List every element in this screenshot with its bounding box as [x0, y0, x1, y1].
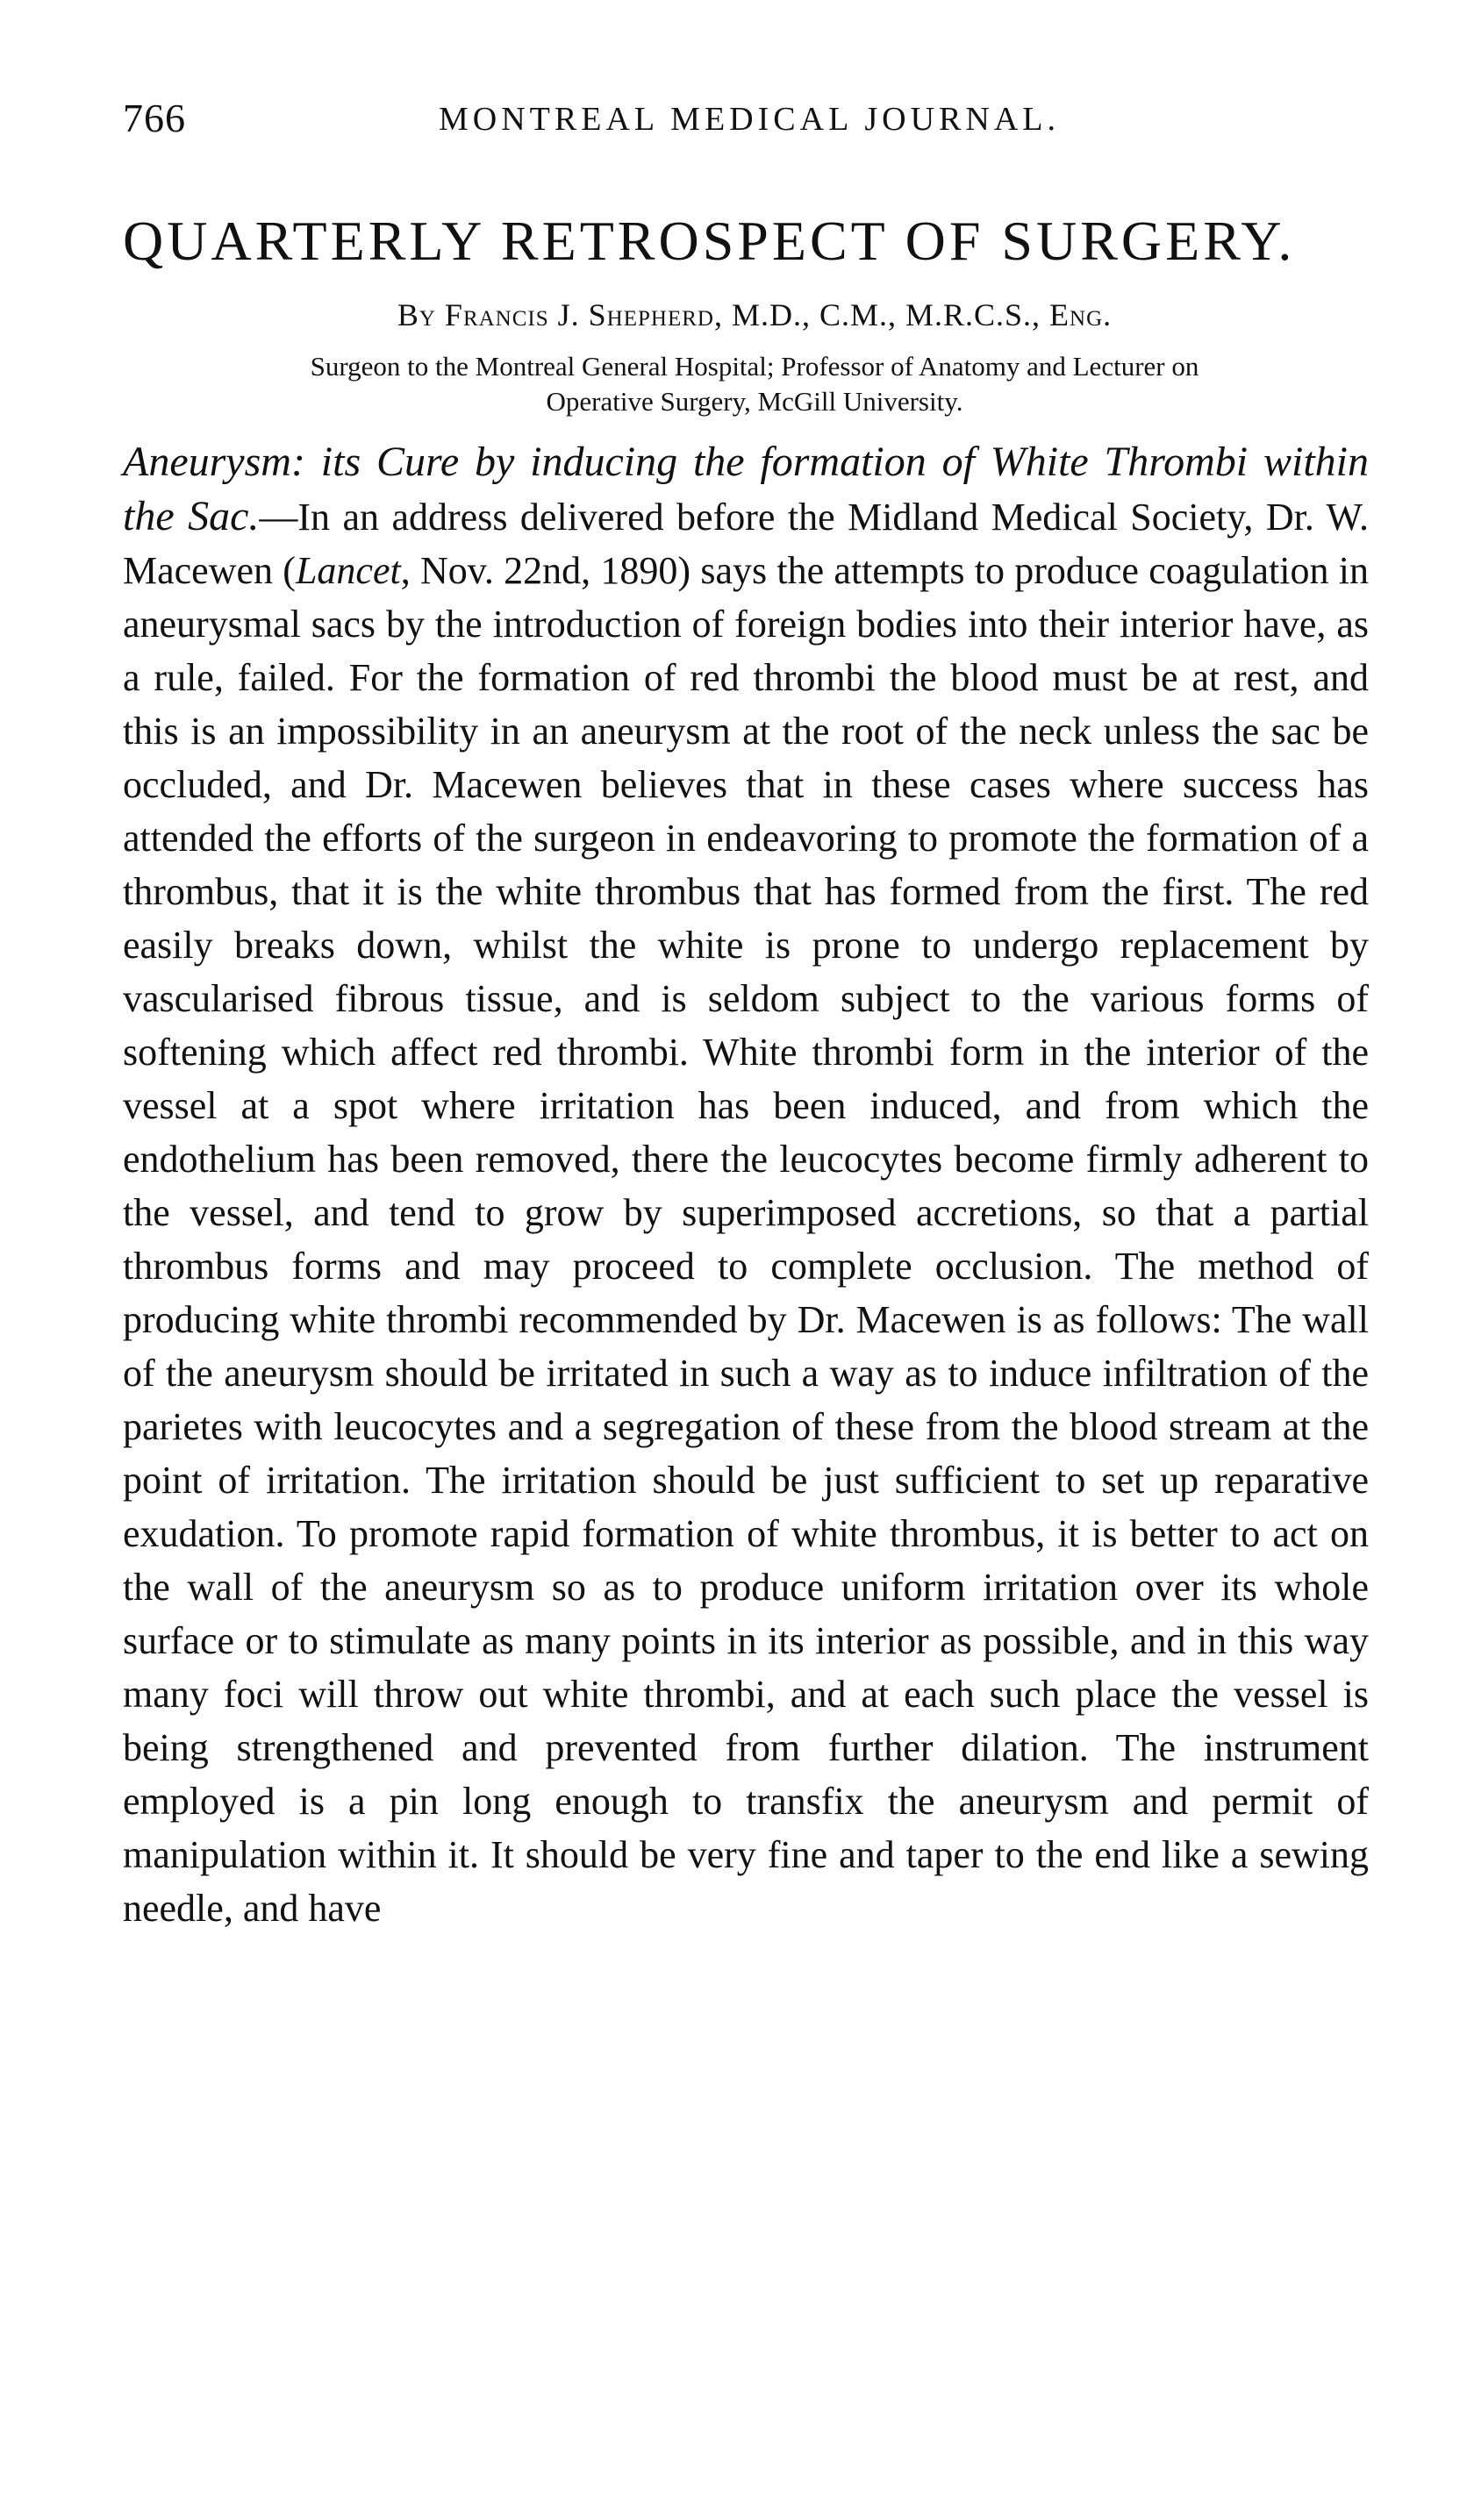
article-paragraph	[123, 435, 1369, 1935]
citation-rest: , Nov. 22nd, 1890) says the attempts to produce coagulation in aneurysmal sacs by the introduction of foreign bodies into their interior have, as a rule, failed.	[123, 549, 1369, 699]
citation-journal: Lancet	[295, 549, 401, 592]
article-title: Aneurysm: its Cure by inducing the formation of White Thrombi within the Sac.	[123, 439, 1369, 539]
article-body: For the formation of red thrombi the blood must be at rest, and this is an impossibility in an aneurysm at the root of the neck unless the sac be occluded, and Dr. Macewen believes that in these cases where success has attended the efforts of the surgeon in endeavoring to promote the formation of a thrombus, that it is the white thrombus that has formed from the first. The red easily breaks down, whilst the white is prone to undergo replacement by vascularised fibrous tissue, and is seldom subject to the various forms of softening which affect red thrombi. White thrombi form in the interior of the vessel at a spot where irritation has been induced, and from which the endothelium has been removed, there the leucocytes become firmly adherent to the vessel, and tend to grow by superimposed accretions, so that a partial thrombus forms and may proceed to complete occlusion. The method of producing white thrombi recommended by Dr. Macewen is as follows: The wall of the aneurysm should be irritated in such a way as to induce infiltration of the parietes with leucocytes and a segregation of these from the blood stream at the point of irritation. The irritation should be just sufficient to set up reparative exudation. To promote rapid formation of white thrombus, it is better to act on the wall of the aneurysm so as to produce uniform irritation over its whole surface or to stimulate as many points in its interior as possible, and in this way many foci will throw out white thrombi, and at each such place the vessel is being strengthened and prevented from further dilation. The instrument employed is a pin long enough to transfix the aneurysm and permit of manipulation within it. It should be very fine and taper to the end like a sewing needle, and have	[123, 656, 1369, 1930]
author-affiliation	[123, 349, 1386, 419]
running-head	[123, 95, 1404, 147]
title-dash: —	[259, 496, 298, 539]
journal-title: MONTREAL MEDICAL JOURNAL.	[439, 101, 1060, 138]
author-byline: By Francis J. Shepherd, M.D., C.M., M.R.C.S., Eng.	[397, 297, 1113, 332]
article-intro: In an address delivered before the Midland Medical Society, Dr. W. Macewen (	[123, 496, 1369, 592]
affiliation-line-1: Surgeon to the Montreal General Hospital; Professor of Anatomy and Lecturer on	[310, 351, 1199, 382]
section-title: QUARTERLY RETROSPECT OF SURGERY.	[123, 210, 1296, 272]
affiliation-line-2: Operative Surgery, McGill University.	[546, 386, 963, 417]
page-number: 766	[123, 96, 186, 140]
